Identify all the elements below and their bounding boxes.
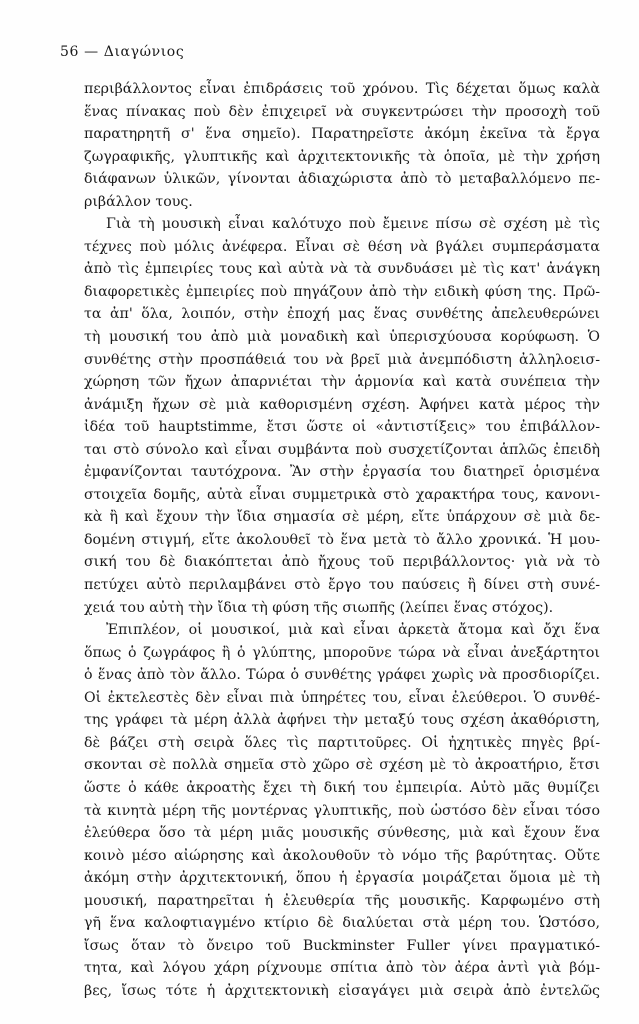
text-line: ἐμφανίζονται ταυτόχρονα. Ἂν στὴν ἐργασία του διατηρεῖ ὁρισμένα bbox=[84, 464, 600, 481]
paragraph-2 bbox=[84, 213, 600, 619]
text-line: της γράφει τὰ μέρη ἀλλὰ ἀφήνει τὴν μεταξύ τους σχέση ἀκαθόριστη, bbox=[84, 712, 600, 729]
text-line: Οἱ ἐκτελεστὲς δὲν εἶναι πιὰ ὑπηρέτες του, εἶναι ἐλεύθεροι. Ὁ συνθέ- bbox=[84, 689, 600, 706]
text-line: διάφανων ὑλικῶν, γίνονται ἀδιαχώριστα ἀπὸ τὸ μεταβαλλόμενο πε- bbox=[84, 171, 600, 188]
text-line: ἴσως ὅταν τὸ ὄνειρο τοῦ Buckminster Fuller γίνει πραγματικό- bbox=[84, 937, 600, 954]
text-line: παρατηρητῆ σ' ἕνα σημεῖο). Παρατηρεῖστε ἀκόμη ἐκεῖνα τὰ ἔργα bbox=[84, 126, 600, 143]
text-line: περιβάλλοντος εἶναι ἐπιδράσεις τοῦ χρόνου. Τὶς δέχεται ὅμως καλὰ bbox=[84, 81, 600, 97]
text-line: ται στὸ σύνολο καὶ εἶναι συμβάντα ποὺ συσχετίζονται ἁπλῶς ἐπειδὴ bbox=[84, 441, 600, 458]
text-line: χειά του αὐτὴ τὴν ἴδια τὴ φύση τῆς σιωπῆς (λείπει ἕνας στόχος). bbox=[84, 599, 554, 616]
text-line: πετύχει αὐτὸ περιλαμβάνει στὸ ἔργο του παύσεις ἢ δίνει στὴ συνέ- bbox=[84, 577, 600, 594]
text-line: σική του δὲ διακόπτεται ἀπὸ ἤχους τοῦ περιβάλλοντος· γιὰ νὰ τὸ bbox=[84, 554, 600, 571]
text-line: ἐλεύθερα ὅσο τὰ μέρη μιᾶς μουσικῆς σύνθεσης, μιὰ καὶ ἔχουν ἕνα bbox=[84, 825, 600, 842]
text-line: ἀνάμιξη ἤχων σὲ μιὰ καθορισμένη σχέση. Ἀφήνει κατὰ μέρος τὴν bbox=[84, 396, 600, 413]
text-line: συνθέτης στὴν προσπάθειά του νὰ βρεῖ μιὰ ἀνεμπόδιστη ἀλληλοεισ- bbox=[84, 351, 600, 368]
text-line: δὲ βάζει στὴ σειρὰ ὅλες τὶς παρτιτοῦρες. Οἱ ἠχητικὲς πηγὲς βρί- bbox=[84, 734, 600, 751]
text-line: ἀπὸ τὶς ἐμπειρίες τους καὶ αὐτὰ νὰ τὰ συνδυάσει μὲ τὶς κατ' ἀνάγκη bbox=[84, 261, 600, 278]
paragraph-1 bbox=[84, 78, 600, 213]
text-line: κοινὸ μέσο αἰώρησης καὶ ἀκολουθοῦν τὸ νόμο τῆς βαρύτητας. Οὔτε bbox=[84, 847, 600, 864]
text-line: ἰδέα τοῦ hauptstimme, ἔτσι ὥστε οἱ «ἀντιστίξεις» του ἐπιβάλλον- bbox=[84, 419, 600, 436]
paragraph-3 bbox=[84, 619, 600, 1002]
text-line: σκονται σὲ πολλὰ σημεῖα στὸ χῶρο σὲ σχέση μὲ τὸ ἀκροατήριο, ἔτσι bbox=[84, 757, 600, 774]
text-line: χώρηση τῶν ἤχων ἀπαρνιέται τὴν ἁρμονία καὶ κατὰ συνέπεια τὴν bbox=[84, 374, 600, 391]
text-line: διαφορετικὲς ἐμπειρίες ποὺ πηγάζουν ἀπὸ τὴν ειδικὴ φύση της. Πρῶ- bbox=[84, 283, 600, 300]
text-line: τέχνες ποὺ μόλις ἀνέφερα. Εἶναι σὲ θέση νὰ βγάλει συμπεράσματα bbox=[84, 238, 600, 255]
body-text bbox=[84, 78, 600, 1002]
text-line: γῆ ἕνα καλοφτιαγμένο κτίριο δὲ διαλύεται στὰ μέρη του. Ὡστόσο, bbox=[84, 915, 600, 932]
text-line: ὁ ἕνας ἀπὸ τὸν ἄλλο. Τώρα ὁ συνθέτης γράφει χωρὶς νὰ προσδιορίζει. bbox=[84, 667, 600, 684]
page-number: 56 bbox=[60, 44, 80, 60]
text-line: ὥστε ὁ κάθε ἀκροατὴς ἔχει τὴ δική του ἐμπειρία. Αὐτὸ μᾶς θυμίζει bbox=[84, 779, 600, 796]
running-title: Διαγώνιος bbox=[103, 44, 185, 60]
running-head bbox=[60, 44, 184, 60]
text-line: τητα, καὶ λόγου χάρη ρίχνουμε σπίτια ἀπὸ τὸν ἀέρα ἀντὶ γιὰ βόμ- bbox=[84, 960, 600, 977]
text-line: στοιχεῖα δομῆς, αὐτὰ εἶναι συμμετρικὰ στὸ χαρακτήρα τους, κανονι- bbox=[84, 486, 600, 503]
text-line: τα ἀπ' ὅλα, λοιπόν, στὴν ἐποχή μας ἕνας συνθέτης ἀπελευθερώνει bbox=[84, 306, 600, 323]
text-line: ριβάλλον τους. bbox=[84, 193, 193, 210]
text-line: τὰ κινητὰ μέρη τῆς μοντέρνας γλυπτικῆς, ποὺ ὡστόσο δὲν εἶναι τόσο bbox=[84, 802, 600, 819]
text-line: βες, ἴσως τότε ἡ ἀρχιτεκτονικὴ εἰσαγάγει μιὰ σειρὰ ἀπὸ ἐντελῶς bbox=[84, 982, 600, 999]
text-line: Ἐπιπλέον, οἱ μουσικοί, μιὰ καὶ εἶναι ἀρκετὰ ἄτομα καὶ ὄχι ἕνα bbox=[106, 622, 600, 639]
text-line: κὰ ἢ καὶ ἔχουν τὴν ἴδια σημασία σὲ μέρη, εἴτε ὑπάρχουν σὲ μιὰ δε- bbox=[84, 509, 600, 526]
text-line: τὴ μουσική του ἀπὸ μιὰ μοναδικὴ καὶ ὑπερισχύουσα κορύφωση. Ὁ bbox=[84, 329, 600, 346]
text-line: μουσική, παρατηρεῖται ἡ ἐλευθερία τῆς μουσικῆς. Καρφωμένο στὴ bbox=[84, 892, 600, 909]
header-dash: — bbox=[84, 44, 99, 60]
text-line: ἕνας πίνακας ποὺ δὲν ἐπιχειρεῖ νὰ συγκεντρώσει τὴν προσοχὴ τοῦ bbox=[84, 103, 600, 120]
text-line: Γιὰ τὴ μουσικὴ εἶναι καλότυχο ποὺ ἔμεινε πίσω σὲ σχέση μὲ τὶς bbox=[106, 216, 600, 233]
text-line: ὅπως ὁ ζωγράφος ἢ ὁ γλύπτης, μποροῦνε τώρα νὰ εἶναι ἀνεξάρτητοι bbox=[84, 644, 600, 661]
text-line: δομένη στιγμή, εἴτε ἀκολουθεῖ τὸ ἕνα μετὰ τὸ ἄλλο χρονικά. Ἡ μου- bbox=[84, 531, 600, 548]
text-line: ζωγραφικῆς, γλυπτικῆς καὶ ἀρχιτεκτονικῆς τὰ ὁποῖα, μὲ τὴν χρήση bbox=[84, 148, 600, 165]
text-line: ἀκόμη στὴν ἀρχιτεκτονική, ὅπου ἡ ἐργασία μοιράζεται ὅμοια μὲ τὴ bbox=[84, 870, 600, 887]
